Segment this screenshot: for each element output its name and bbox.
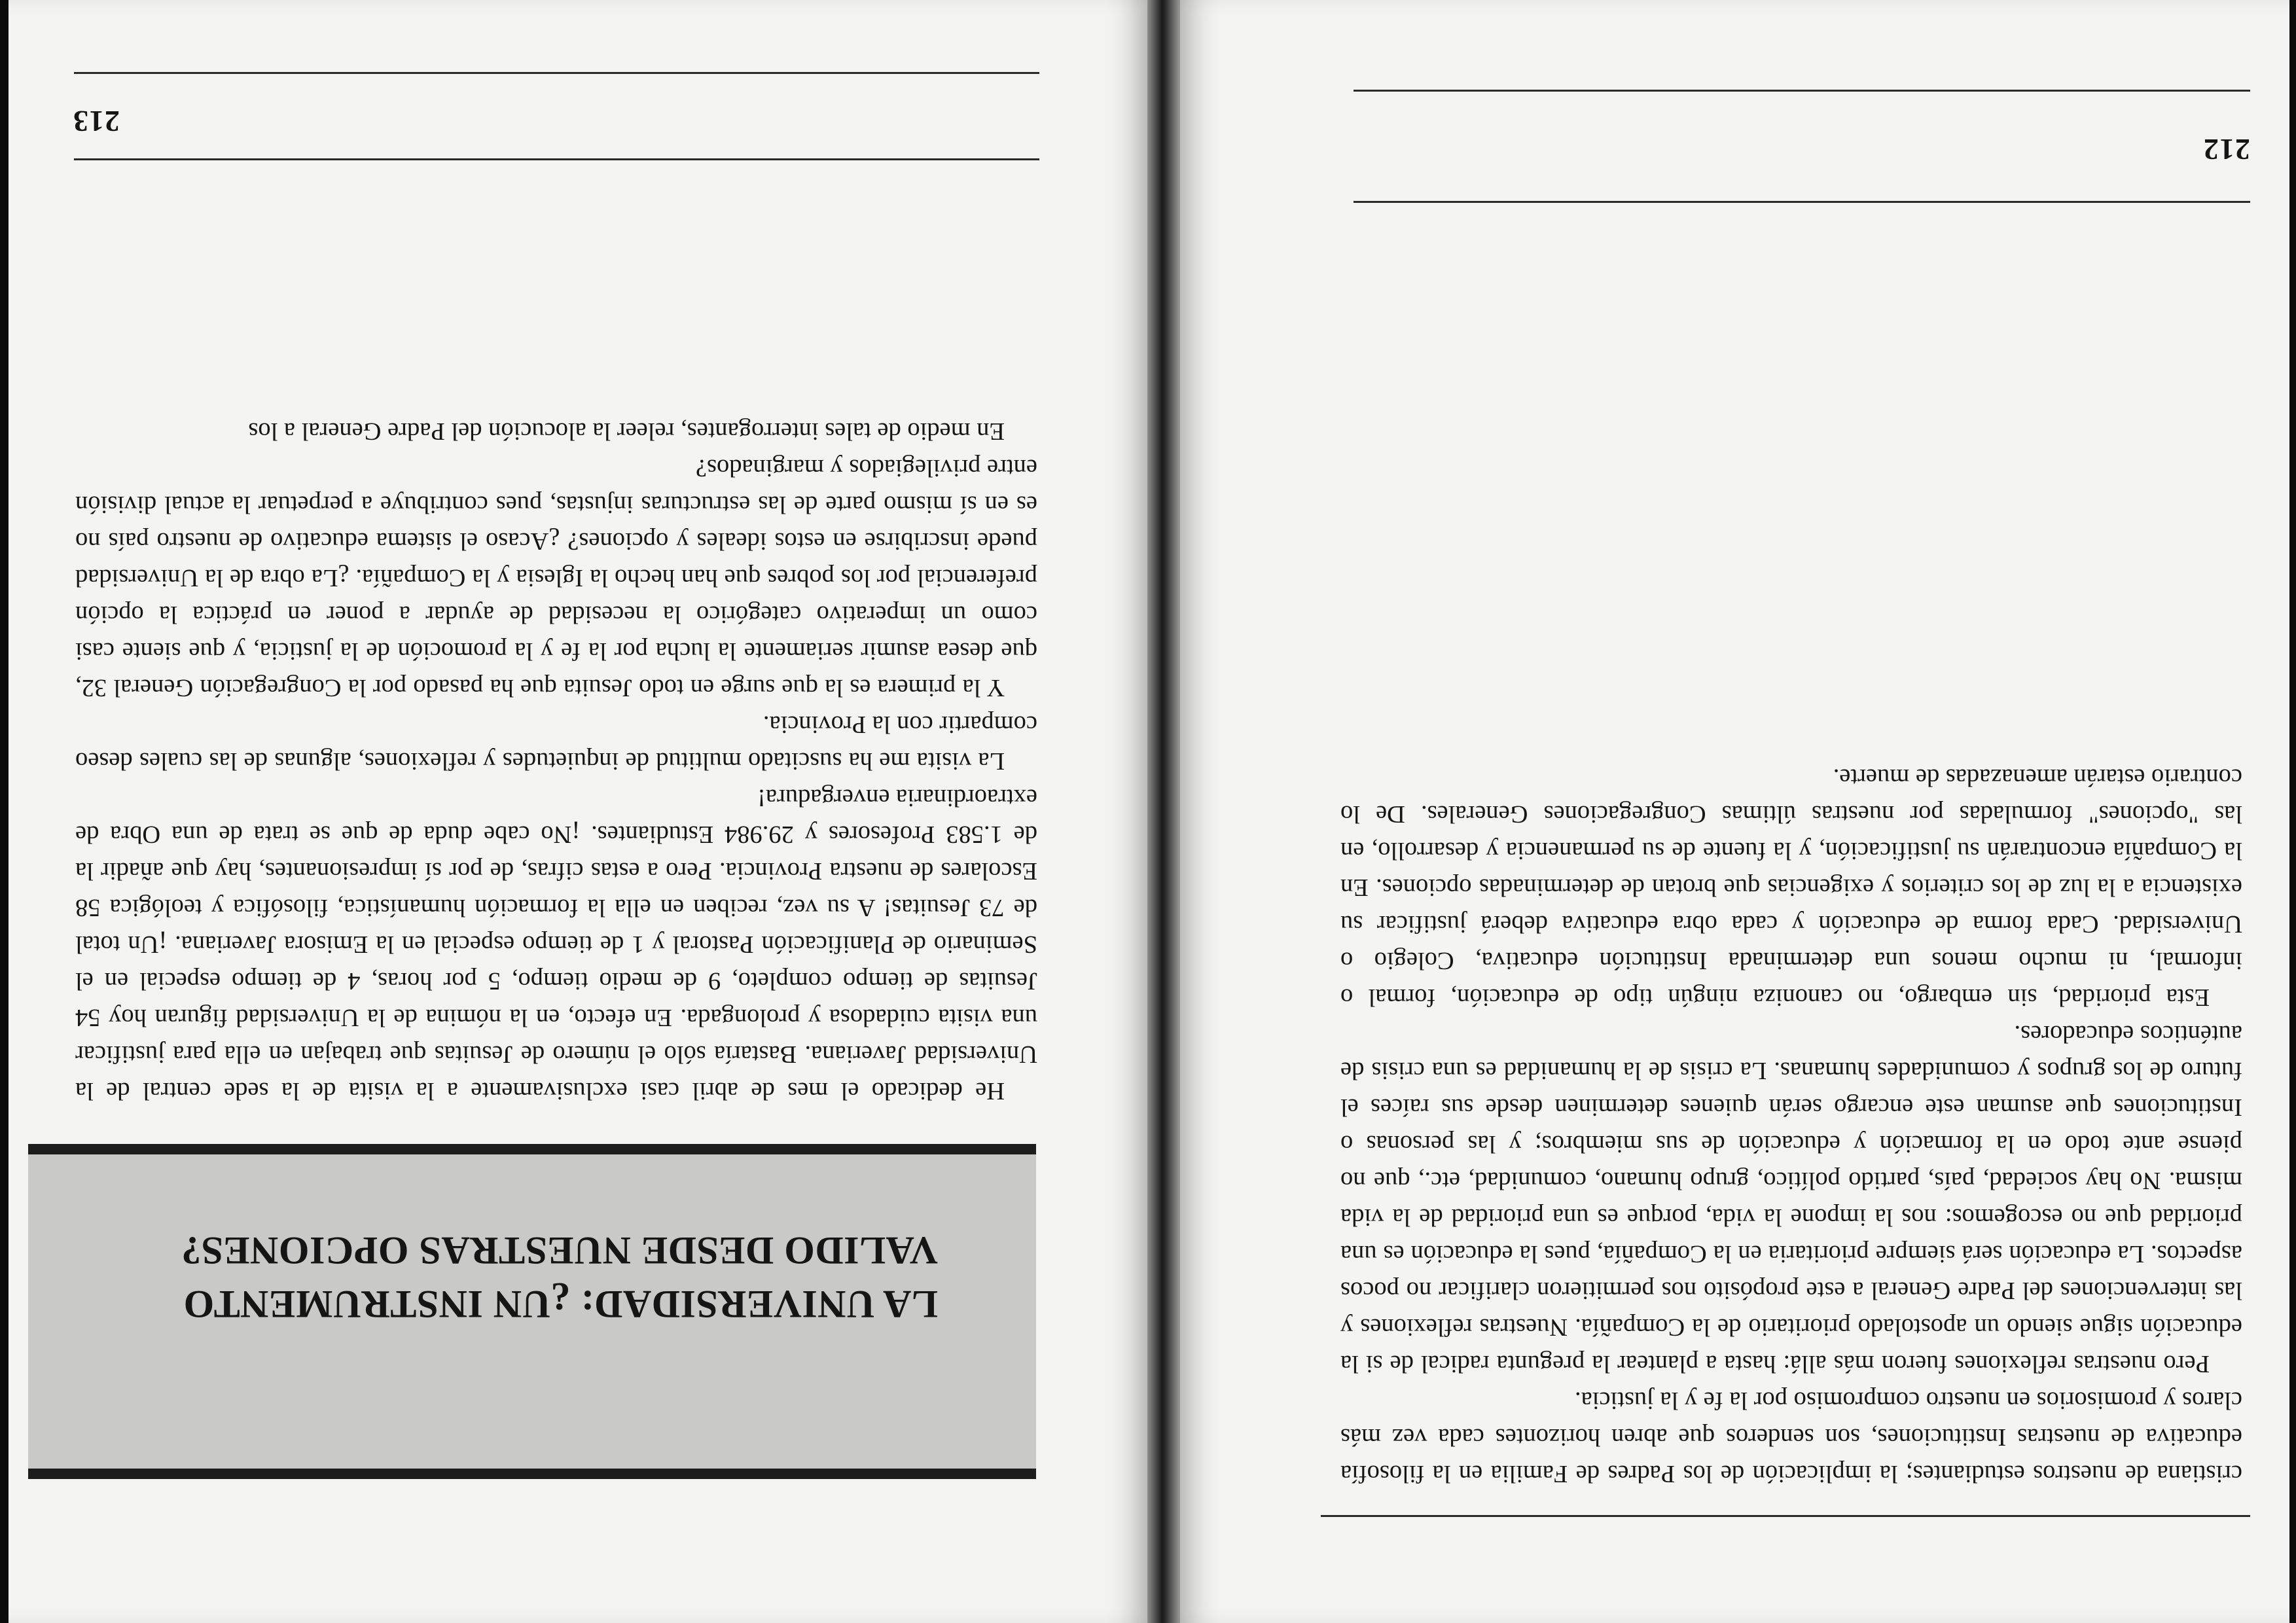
header-rule-top — [1354, 201, 2250, 203]
page-number: 212 — [2203, 133, 2250, 166]
header-rule-bottom — [74, 72, 1039, 74]
page-number: 213 — [73, 105, 120, 138]
paragraph: Y la primera es la que surge en todo Jesuita que ha pasado por la Congregación General 32, que desea asumir seriamente la lucha por la fe y la promoción de la justicia, y que siente casi como un imperativo categórico la necesidad de ayudar a poner en práctica la opción preferencial por los pobres que han hecho la Iglesia y la Compañía. ¿La obra de la Universidad puede inscribirse en estos ideales y opciones? ¿Acaso el sistema educativo de nuestro país no es en sí mismo parte de las estructuras injustas, pues contribuye a perpetuar la actual división entre privilegiados y marginados? — [75, 454, 1037, 702]
paragraph: cristiana de nuestros estudiantes; la implicación de los Padres de Familia en la filosofía educativa de nuestras Instituciones, son senderos que abren horizontes cada vez más claros y promisorios en nuestro compromiso por la fe y la justicia. — [1340, 1387, 2242, 1488]
paragraph: Esta prioridad, sin embargo, no canoniza ningún tipo de educación, formal o informal, ni mucho menos una determinada Institución educativa, Colegio o Universidad. Cada forma de educación y cada obra educativa deberá justificar su existencia a la luz de los criterios y exigencias que brotan de determinadas opciones. En la Compañía encontrarán su justificación, y la fuente de su permanencia y desarrollo, en las "opciones" formuladas por nuestras últimas Congregaciones Generales. De lo contrario estarán amenazadas de muerte. — [1340, 764, 2242, 1011]
paragraph: He dedicado el mes de abril casi exclusivamente a la visita de la sede central de la Universidad Javeriana. Bastaría sólo el número de Jesuitas que trabajan en ella para justificar una visita cuidadosa y prolongada. En efecto, en la nómina de la Universidad figuran hoy 54 Jesuitas de tiempo completo, 9 de medio tiempo, 5 por horas, 4 de tiempo especial en el Seminario de Planificación Pastoral y 1 de tiempo especial en la Emisora Javeriana. ¡Un total de 73 Jesuitas! A su vez, reciben en ella la formación humanística, filosófica y teológica 58 Escolares de nuestra Provincia. Pero a estas cifras, de por sí impresionantes, hay que añadir la de 1.583 Profesores y 29.984 Estudiantes. ¡No cabe duda de que se trata de una Obra de extraordinaria envergadura! — [75, 784, 1037, 1105]
body-text-212 — [1340, 635, 2242, 1492]
chapter-title: LA UNIVERSIDAD: ¿UN INSTRUMENTO VALIDO DESDE NUESTRAS OPCIONES? — [181, 1229, 938, 1326]
page-212 — [1180, 0, 2289, 1623]
paragraph: En medio de tales interrogantes, releer la alocución del Padre General a los — [248, 418, 1005, 445]
header-rule-bottom — [1354, 90, 2250, 92]
page-213 — [9, 0, 1147, 1623]
book-gutter — [1147, 0, 1180, 1623]
paragraph: La visita me ha suscitado multitud de inquietudes y reflexiones, algunas de las cuales deseo compartir con la Provincia. — [75, 711, 1037, 775]
chapter-title-box — [28, 1144, 1036, 1479]
body-text-213 — [75, 147, 1037, 1109]
paragraph: Pero nuestras reflexiones fueron más allá: hasta a plantear la pregunta radical de si la educación sigue siendo un apostolado prioritario de la Compañía. Nuestras reflexiones y las intervenciones del Padre General a este propósito nos permitieron clarificar no pocos aspectos. La educación será siempre prioritaria en la Compañía, pues la educación es una prioridad que no escogemos: nos la impone la vida, porque es una prioridad de la vida misma. No hay sociedad, país, partido político, grupo humano, comunidad, etc., que no piense ante todo en la formación y educación de sus miembros; y las personas o Instituciones que asuman este encargo serán quienes determinen desde sus raíces el futuro de los grupos y comunidades humanas. La crisis de la humanidad es una crisis de auténticos educadores. — [1340, 1020, 2242, 1378]
footer-rule — [1321, 1515, 2250, 1517]
